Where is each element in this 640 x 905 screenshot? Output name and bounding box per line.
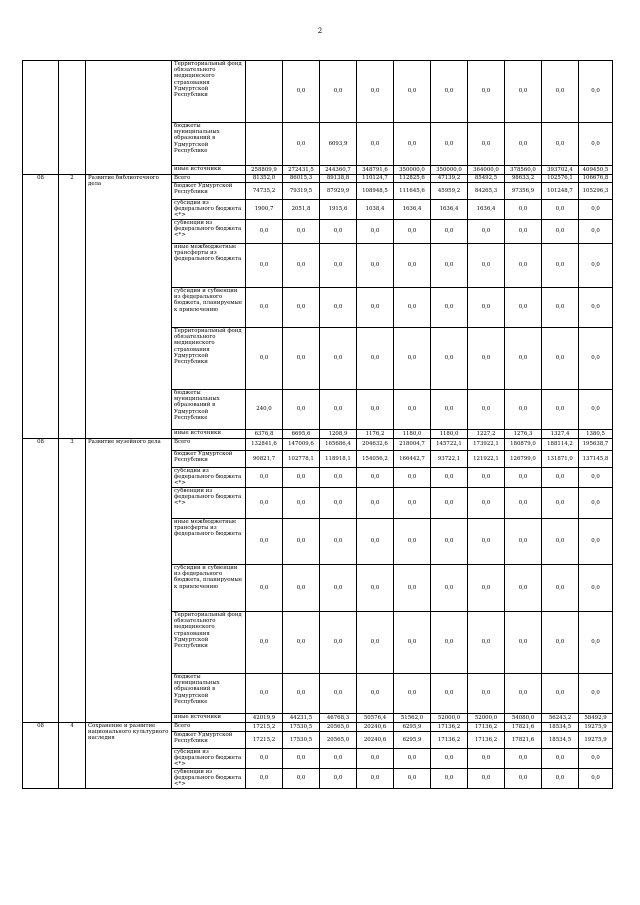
value-cell: 1327,4 [542, 430, 579, 439]
value-cell: 0,0 [320, 390, 357, 430]
value-cell: 0,0 [283, 674, 320, 714]
value-cell: 108948,5 [357, 183, 394, 200]
value-cell: 0,0 [542, 612, 579, 674]
value-cell: 1180,0 [394, 430, 431, 439]
value-cell [246, 123, 283, 166]
value-cell: 17136,2 [468, 732, 505, 749]
value-cell: 1636,4 [468, 200, 505, 220]
value-cell: 218004,7 [394, 439, 431, 451]
value-cell: 0,0 [579, 769, 613, 789]
value-cell: 0,0 [320, 288, 357, 328]
value-cell: 90821,7 [246, 451, 283, 468]
section-code: 08 [23, 175, 59, 439]
value-cell: 86015,3 [283, 175, 320, 183]
value-cell: 154056,2 [357, 451, 394, 468]
value-cell: 0,0 [246, 244, 283, 288]
value-cell: 93722,1 [431, 451, 468, 468]
value-cell: 0,0 [431, 612, 468, 674]
value-cell: 165686,4 [320, 439, 357, 451]
funding-source: иные источники [172, 430, 246, 439]
value-cell: 0,0 [394, 749, 431, 769]
funding-source: Территориальный фонд обязательного медицинского страхования Удмуртской Республики [172, 328, 246, 390]
value-cell: 378560,0 [505, 166, 542, 175]
funding-source: Всего [172, 723, 246, 732]
value-cell: 0,0 [431, 328, 468, 390]
funding-source: бюджеты муниципальных образований в Удмуртской Республике [172, 674, 246, 714]
value-cell: 0,0 [283, 288, 320, 328]
value-cell: 0,0 [246, 488, 283, 519]
value-cell: 0,0 [431, 244, 468, 288]
value-cell: 1276,3 [505, 430, 542, 439]
value-cell: 79319,5 [283, 183, 320, 200]
value-cell: 137145,8 [579, 451, 613, 468]
funding-source: субсидии из федерального бюджета <*> [172, 749, 246, 769]
value-cell: 0,0 [283, 612, 320, 674]
value-cell: 1227,2 [468, 430, 505, 439]
funding-source: субсидии из федерального бюджета <*> [172, 200, 246, 220]
value-cell: 0,0 [283, 390, 320, 430]
value-cell: 364000,0 [468, 166, 505, 175]
value-cell: 0,0 [468, 612, 505, 674]
value-cell: 0,0 [283, 749, 320, 769]
value-cell: 0,0 [320, 244, 357, 288]
value-cell: 0,0 [320, 749, 357, 769]
value-cell: 0,0 [468, 61, 505, 123]
value-cell: 102576,1 [542, 175, 579, 183]
value-cell: 0,0 [394, 328, 431, 390]
funding-source: иные межбюджетные трансферты из федерального бюджета [172, 244, 246, 288]
value-cell: 6695,6 [283, 430, 320, 439]
value-cell: 50576,4 [357, 714, 394, 723]
value-cell: 409450,5 [579, 166, 613, 175]
value-cell: 0,0 [283, 220, 320, 244]
value-cell: 0,0 [357, 61, 394, 123]
value-cell: 0,0 [283, 769, 320, 789]
value-cell: 0,0 [579, 749, 613, 769]
funding-source: бюджет Удмуртской Республики [172, 732, 246, 749]
value-cell: 240,0 [246, 390, 283, 430]
value-cell: 0,0 [542, 328, 579, 390]
value-cell: 0,0 [394, 244, 431, 288]
value-cell: 0,0 [468, 220, 505, 244]
value-cell: 0,0 [394, 288, 431, 328]
value-cell: 0,0 [246, 468, 283, 488]
value-cell: 0,0 [579, 123, 613, 166]
value-cell: 0,0 [468, 468, 505, 488]
value-cell: 0,0 [283, 468, 320, 488]
value-cell: 0,0 [394, 220, 431, 244]
value-cell: 0,0 [505, 244, 542, 288]
section-number [59, 61, 86, 175]
value-cell: 0,0 [431, 220, 468, 244]
value-cell: 56243,2 [542, 714, 579, 723]
value-cell: 132841,6 [246, 439, 283, 451]
value-cell: 102778,1 [283, 451, 320, 468]
section-code: 08 [23, 723, 59, 789]
value-cell: 106676,8 [579, 175, 613, 183]
value-cell: 0,0 [468, 123, 505, 166]
value-cell: 6093,9 [320, 123, 357, 166]
value-cell: 6376,8 [246, 430, 283, 439]
value-cell: 0,0 [468, 328, 505, 390]
value-cell: 54080,0 [505, 714, 542, 723]
table-row [23, 175, 613, 183]
value-cell: 173922,1 [468, 439, 505, 451]
value-cell: 0,0 [468, 288, 505, 328]
value-cell: 58492,9 [579, 714, 613, 723]
page-number: 2 [317, 27, 323, 35]
value-cell: 1380,5 [579, 430, 613, 439]
value-cell: 0,0 [320, 565, 357, 612]
value-cell: 84265,3 [468, 183, 505, 200]
value-cell: 52000,0 [468, 714, 505, 723]
value-cell: 0,0 [505, 390, 542, 430]
value-cell: 0,0 [394, 61, 431, 123]
value-cell: 0,0 [283, 565, 320, 612]
value-cell: 0,0 [246, 288, 283, 328]
value-cell: 101248,7 [542, 183, 579, 200]
section-name: Развитие библиотечного дела [86, 175, 172, 439]
value-cell: 0,0 [246, 674, 283, 714]
value-cell: 0,0 [505, 288, 542, 328]
value-cell: 0,0 [320, 674, 357, 714]
value-cell: 0,0 [468, 519, 505, 565]
value-cell: 0,0 [283, 244, 320, 288]
value-cell: 0,0 [357, 123, 394, 166]
value-cell: 0,0 [505, 488, 542, 519]
value-cell: 0,0 [357, 468, 394, 488]
table-row [23, 439, 613, 451]
value-cell: 0,0 [579, 612, 613, 674]
section-number: 2 [59, 175, 86, 439]
value-cell: 46768,3 [320, 714, 357, 723]
value-cell: 0,0 [357, 488, 394, 519]
value-cell: 17215,2 [246, 723, 283, 732]
value-cell: 105296,3 [579, 183, 613, 200]
funding-source: иные источники [172, 166, 246, 175]
value-cell: 0,0 [394, 468, 431, 488]
value-cell: 0,0 [579, 288, 613, 328]
value-cell: 0,0 [394, 674, 431, 714]
value-cell: 0,0 [505, 519, 542, 565]
value-cell: 350000,0 [394, 166, 431, 175]
value-cell: 0,0 [357, 244, 394, 288]
value-cell: 0,0 [579, 200, 613, 220]
funding-source: субвенции из федерального бюджета <*> [172, 769, 246, 789]
table-row [23, 61, 613, 123]
funding-source: бюджет Удмуртской Республики [172, 183, 246, 200]
value-cell: 0,0 [431, 468, 468, 488]
value-cell: 1915,6 [320, 200, 357, 220]
value-cell: 0,0 [357, 288, 394, 328]
value-cell: 0,0 [357, 220, 394, 244]
funding-table [22, 60, 613, 789]
value-cell: 17821,6 [505, 732, 542, 749]
value-cell: 20240,6 [357, 732, 394, 749]
value-cell: 17821,6 [505, 723, 542, 732]
value-cell: 0,0 [357, 328, 394, 390]
value-cell: 20565,0 [320, 723, 357, 732]
value-cell: 0,0 [246, 519, 283, 565]
section-code [23, 61, 59, 175]
funding-source: Территориальный фонд обязательного медицинского страхования Удмуртской Республики [172, 61, 246, 123]
value-cell: 244360,7 [320, 166, 357, 175]
value-cell: 121922,1 [468, 451, 505, 468]
value-cell: 18534,5 [542, 732, 579, 749]
value-cell: 0,0 [505, 769, 542, 789]
value-cell: 0,0 [246, 749, 283, 769]
value-cell: 0,0 [320, 220, 357, 244]
value-cell: 112825,6 [394, 175, 431, 183]
value-cell: 0,0 [542, 390, 579, 430]
funding-source: бюджеты муниципальных образований в Удмуртской Республике [172, 390, 246, 430]
value-cell: 0,0 [505, 328, 542, 390]
value-cell: 1636,4 [431, 200, 468, 220]
value-cell: 0,0 [542, 200, 579, 220]
value-cell: 0,0 [505, 565, 542, 612]
value-cell: 18534,5 [542, 723, 579, 732]
value-cell: 1176,2 [357, 430, 394, 439]
value-cell: 0,0 [320, 612, 357, 674]
value-cell: 0,0 [431, 565, 468, 612]
value-cell: 20240,6 [357, 723, 394, 732]
value-cell: 0,0 [320, 488, 357, 519]
value-cell: 1900,7 [246, 200, 283, 220]
value-cell: 17530,5 [283, 732, 320, 749]
value-cell: 6295,9 [394, 732, 431, 749]
value-cell: 272431,5 [283, 166, 320, 175]
value-cell: 0,0 [542, 519, 579, 565]
table-row [23, 723, 613, 732]
value-cell: 6295,9 [394, 723, 431, 732]
value-cell: 0,0 [431, 288, 468, 328]
value-cell: 0,0 [468, 565, 505, 612]
value-cell [246, 61, 283, 123]
value-cell: 111645,6 [394, 183, 431, 200]
section-name [86, 61, 172, 175]
value-cell: 180879,0 [505, 439, 542, 451]
value-cell: 0,0 [542, 565, 579, 612]
value-cell: 195638,7 [579, 439, 613, 451]
value-cell: 0,0 [468, 674, 505, 714]
value-cell: 2051,8 [283, 200, 320, 220]
value-cell: 0,0 [246, 612, 283, 674]
value-cell: 0,0 [431, 769, 468, 789]
value-cell: 258809,9 [246, 166, 283, 175]
value-cell: 393702,4 [542, 166, 579, 175]
value-cell: 0,0 [579, 565, 613, 612]
value-cell: 1636,4 [394, 200, 431, 220]
value-cell: 0,0 [320, 61, 357, 123]
value-cell: 0,0 [320, 769, 357, 789]
value-cell: 0,0 [505, 200, 542, 220]
value-cell: 0,0 [505, 612, 542, 674]
value-cell: 97356,9 [505, 183, 542, 200]
value-cell: 0,0 [542, 61, 579, 123]
value-cell: 0,0 [394, 123, 431, 166]
section-number: 4 [59, 723, 86, 789]
value-cell: 0,0 [542, 674, 579, 714]
section-name: Развитие музейного дела [86, 439, 172, 723]
value-cell: 204632,6 [357, 439, 394, 451]
funding-source: субсидии и субвенции из федерального бюджета, планируемые к привлечению [172, 288, 246, 328]
value-cell: 0,0 [542, 749, 579, 769]
funding-source: субвенции из федерального бюджета <*> [172, 220, 246, 244]
section-code: 08 [23, 439, 59, 723]
value-cell: 118918,1 [320, 451, 357, 468]
value-cell: 85492,5 [468, 175, 505, 183]
section-number: 3 [59, 439, 86, 723]
funding-source: Всего [172, 439, 246, 451]
value-cell: 0,0 [394, 488, 431, 519]
value-cell: 89138,8 [320, 175, 357, 183]
value-cell: 0,0 [394, 519, 431, 565]
value-cell: 0,0 [468, 749, 505, 769]
value-cell: 348791,6 [357, 166, 394, 175]
value-cell: 20565,0 [320, 732, 357, 749]
value-cell: 0,0 [394, 390, 431, 430]
value-cell: 0,0 [246, 565, 283, 612]
value-cell: 0,0 [505, 61, 542, 123]
value-cell: 0,0 [320, 328, 357, 390]
value-cell: 0,0 [246, 328, 283, 390]
value-cell: 0,0 [283, 123, 320, 166]
value-cell: 1038,4 [357, 200, 394, 220]
value-cell: 74735,2 [246, 183, 283, 200]
value-cell: 0,0 [579, 244, 613, 288]
value-cell: 0,0 [542, 769, 579, 789]
value-cell: 0,0 [542, 244, 579, 288]
value-cell: 145722,1 [431, 439, 468, 451]
value-cell: 0,0 [579, 519, 613, 565]
funding-source: иные межбюджетные трансферты из федерального бюджета [172, 519, 246, 565]
value-cell: 0,0 [542, 123, 579, 166]
value-cell: 0,0 [505, 674, 542, 714]
value-cell: 45959,2 [431, 183, 468, 200]
value-cell: 0,0 [468, 244, 505, 288]
value-cell: 0,0 [431, 123, 468, 166]
value-cell: 0,0 [320, 519, 357, 565]
value-cell: 52000,0 [431, 714, 468, 723]
section-name: Сохранение и развитие национального культурного наследия [86, 723, 172, 789]
value-cell: 0,0 [542, 220, 579, 244]
value-cell: 0,0 [246, 220, 283, 244]
value-cell: 0,0 [357, 749, 394, 769]
value-cell: 0,0 [394, 769, 431, 789]
value-cell: 1180,0 [431, 430, 468, 439]
value-cell: 0,0 [468, 488, 505, 519]
value-cell: 17136,2 [431, 732, 468, 749]
value-cell: 0,0 [357, 519, 394, 565]
value-cell: 17136,2 [431, 723, 468, 732]
value-cell: 0,0 [320, 468, 357, 488]
value-cell: 147009,6 [283, 439, 320, 451]
value-cell: 0,0 [579, 468, 613, 488]
funding-source: субсидии из федерального бюджета <*> [172, 468, 246, 488]
value-cell: 0,0 [542, 468, 579, 488]
value-cell: 17215,2 [246, 732, 283, 749]
funding-source: бюджеты муниципальных образований в Удмуртской Республике [172, 123, 246, 166]
value-cell: 17530,5 [283, 723, 320, 732]
funding-source: иные источники [172, 714, 246, 723]
value-cell: 87929,9 [320, 183, 357, 200]
value-cell: 0,0 [579, 674, 613, 714]
value-cell: 0,0 [505, 468, 542, 488]
value-cell: 0,0 [283, 488, 320, 519]
value-cell: 0,0 [431, 390, 468, 430]
value-cell: 0,0 [283, 519, 320, 565]
value-cell: 0,0 [579, 61, 613, 123]
value-cell: 44231,5 [283, 714, 320, 723]
value-cell: 0,0 [283, 328, 320, 390]
value-cell: 166442,7 [394, 451, 431, 468]
value-cell: 188114,2 [542, 439, 579, 451]
value-cell: 0,0 [283, 61, 320, 123]
value-cell: 0,0 [357, 390, 394, 430]
funding-source: бюджет Удмуртской Республики [172, 451, 246, 468]
value-cell: 81352,0 [246, 175, 283, 183]
value-cell: 0,0 [431, 674, 468, 714]
funding-source: субсидии и субвенции из федерального бюджета, планируемые к привлечению [172, 565, 246, 612]
value-cell: 110124,7 [357, 175, 394, 183]
value-cell: 131871,0 [542, 451, 579, 468]
value-cell: 0,0 [505, 749, 542, 769]
value-cell: 0,0 [431, 488, 468, 519]
funding-source: Всего [172, 175, 246, 183]
value-cell: 51562,0 [394, 714, 431, 723]
value-cell: 1208,9 [320, 430, 357, 439]
value-cell: 0,0 [579, 488, 613, 519]
funding-source: субвенции из федерального бюджета <*> [172, 488, 246, 519]
value-cell: 19275,9 [579, 723, 613, 732]
value-cell: 0,0 [357, 565, 394, 612]
value-cell: 0,0 [468, 390, 505, 430]
value-cell: 0,0 [542, 488, 579, 519]
value-cell: 42019,9 [246, 714, 283, 723]
value-cell: 350000,0 [431, 166, 468, 175]
value-cell: 0,0 [431, 519, 468, 565]
value-cell: 0,0 [394, 565, 431, 612]
value-cell: 0,0 [357, 612, 394, 674]
value-cell: 126799,0 [505, 451, 542, 468]
value-cell: 0,0 [394, 612, 431, 674]
value-cell: 0,0 [357, 674, 394, 714]
value-cell: 0,0 [505, 123, 542, 166]
value-cell: 0,0 [505, 220, 542, 244]
value-cell: 98633,2 [505, 175, 542, 183]
funding-source: Территориальный фонд обязательного медицинского страхования Удмуртской Республики [172, 612, 246, 674]
value-cell: 47139,2 [431, 175, 468, 183]
value-cell: 0,0 [579, 328, 613, 390]
value-cell: 0,0 [468, 769, 505, 789]
value-cell: 0,0 [579, 390, 613, 430]
value-cell: 0,0 [431, 61, 468, 123]
value-cell: 19275,9 [579, 732, 613, 749]
value-cell: 0,0 [246, 769, 283, 789]
value-cell: 0,0 [542, 288, 579, 328]
value-cell: 0,0 [431, 749, 468, 769]
value-cell: 0,0 [579, 220, 613, 244]
value-cell: 0,0 [357, 769, 394, 789]
value-cell: 17136,2 [468, 723, 505, 732]
